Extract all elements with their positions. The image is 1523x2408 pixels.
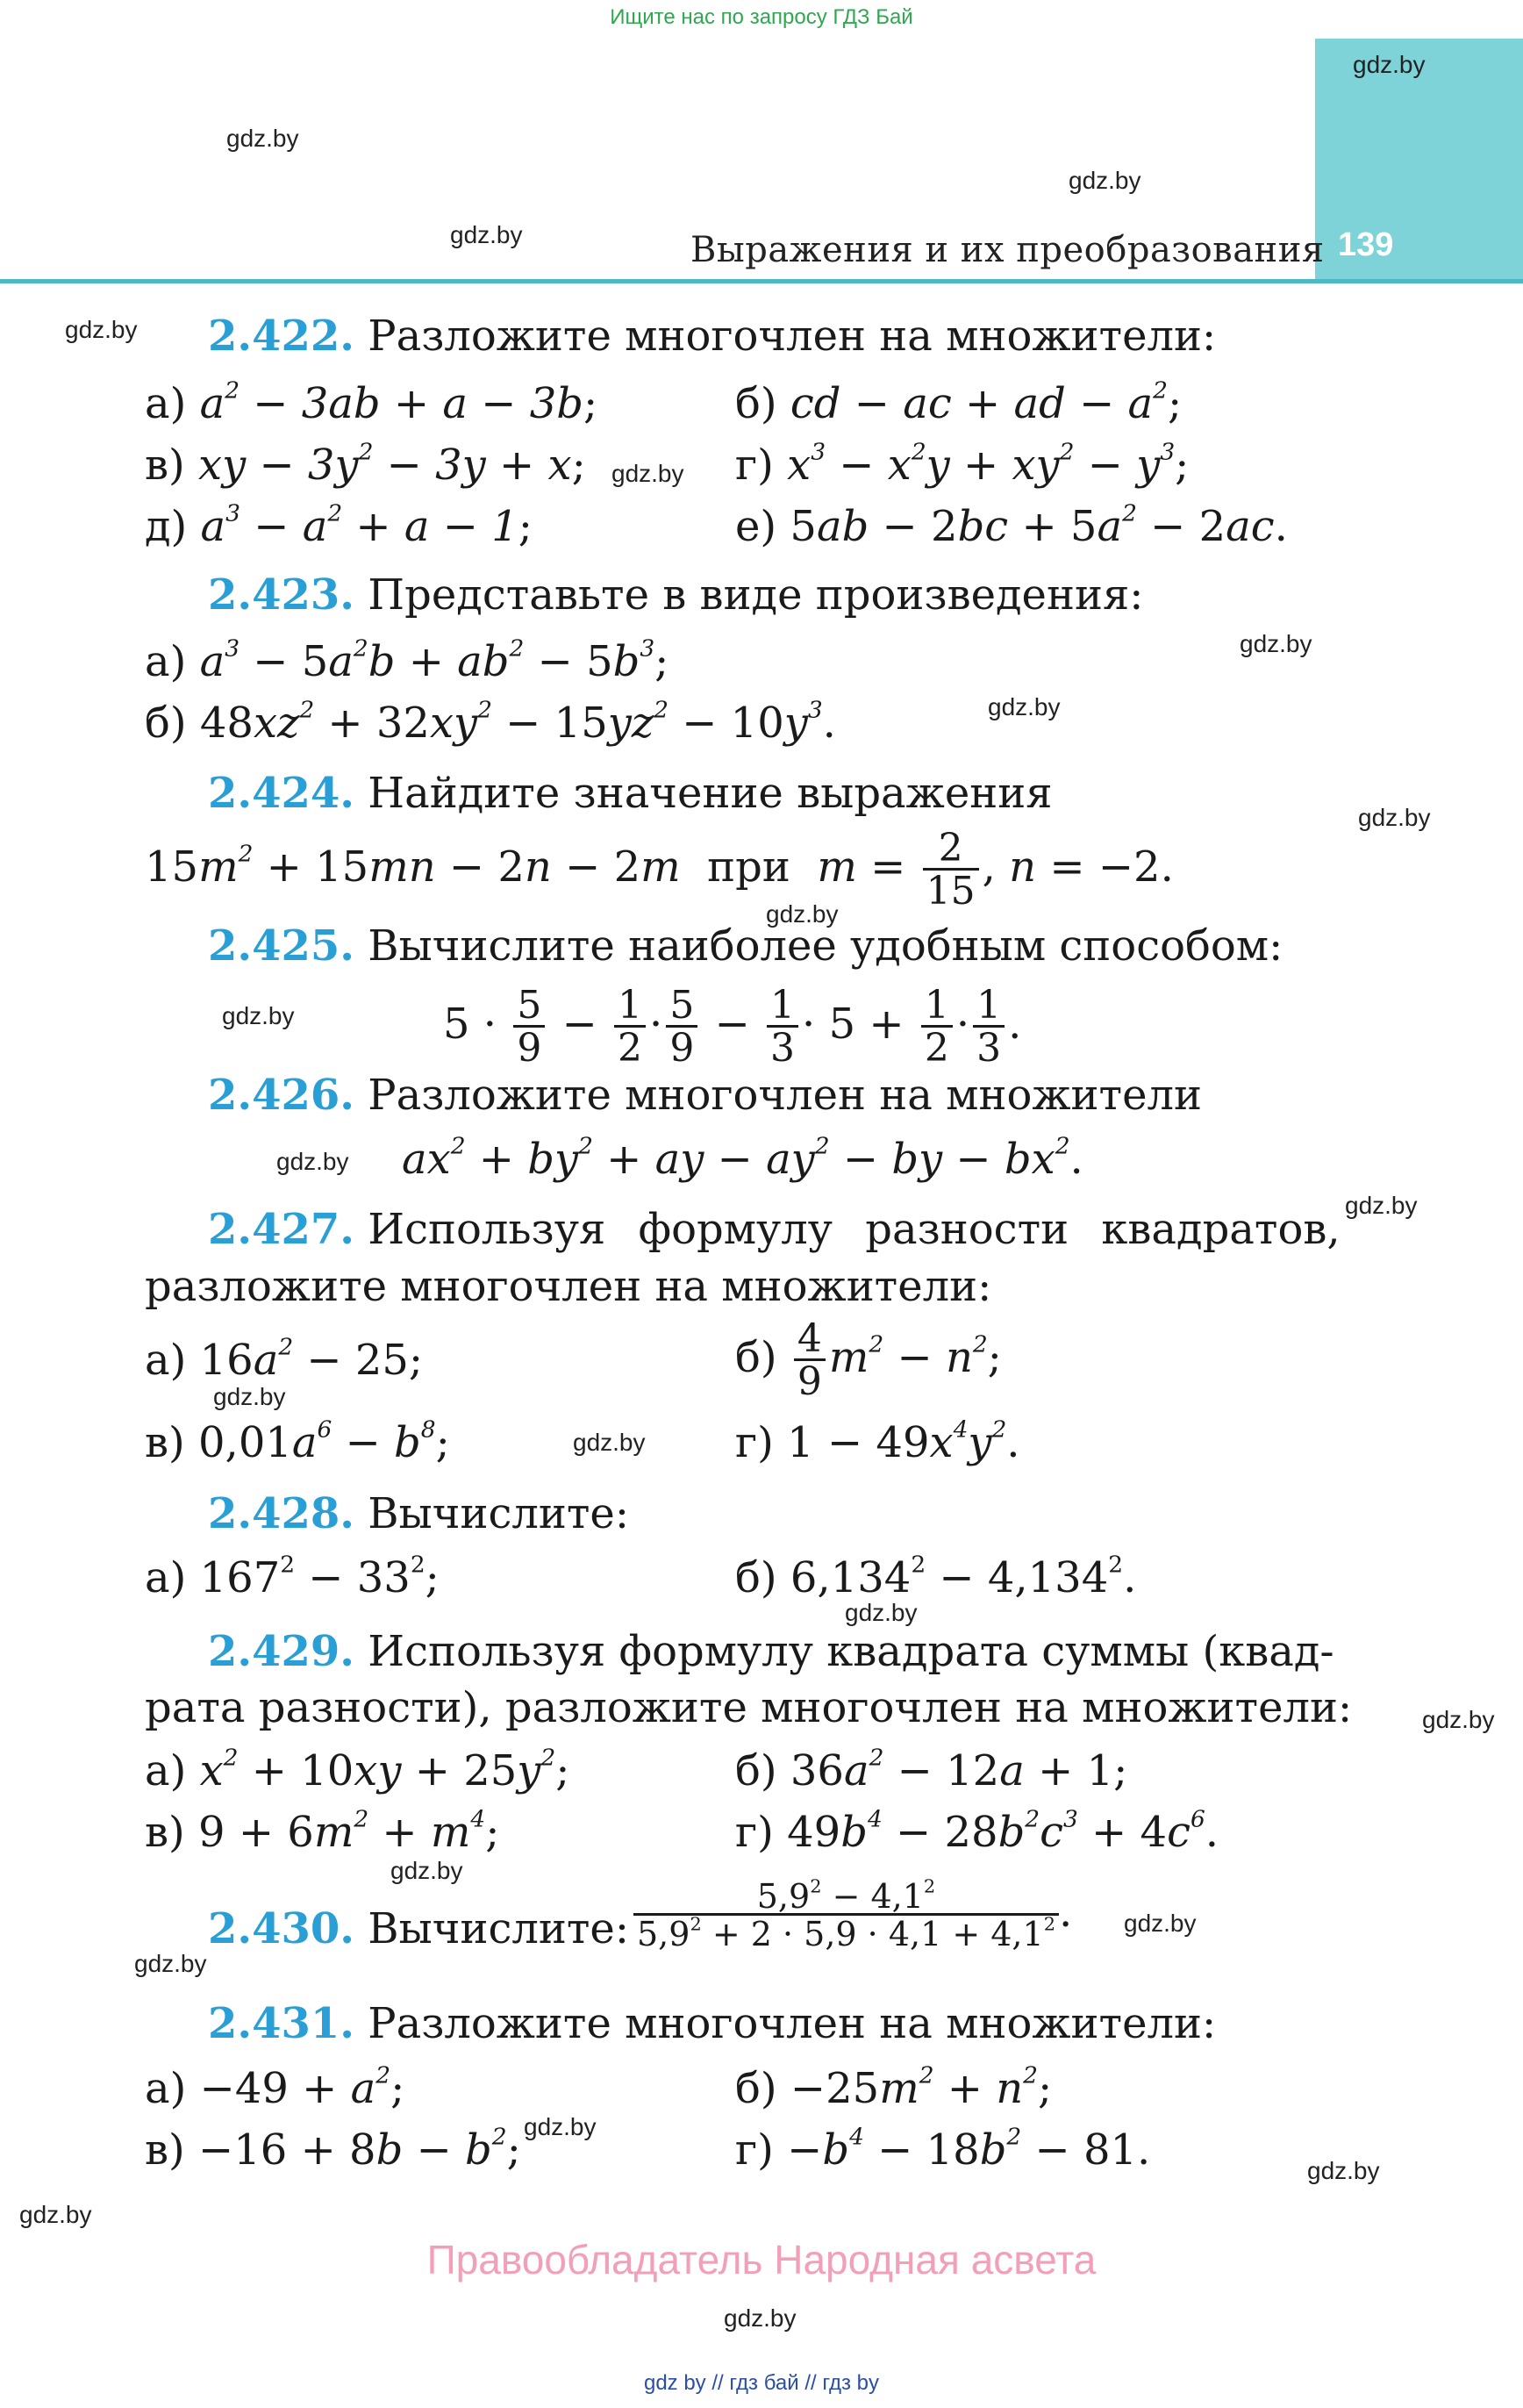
item-label: в): [145, 2125, 185, 2175]
problem-number: 2.424.: [208, 769, 355, 818]
item-label: г): [735, 1808, 774, 1857]
item-label: б): [735, 1746, 777, 1795]
expression: $15m^2 + 15mn - 2n - 2m$ при m = $\frac{2}{15}$ , n = −2.: [145, 826, 1174, 914]
watermark: gdz.by: [611, 460, 684, 487]
problem-2-422: [208, 312, 1216, 361]
problem-2-423: [208, 570, 1143, 620]
problem-text: Разложите многочлен на множители:: [368, 1999, 1217, 2048]
problem-number: 2.431.: [208, 1999, 355, 2048]
problem-text: Используя формулу разности квадратов,: [368, 1205, 1341, 1254]
expression: б) cd − ac + ad − $a^2$;: [735, 376, 1183, 428]
watermark: gdz.by: [1422, 1706, 1495, 1733]
top-search-link[interactable]: Ищите нас по запросу ГДЗ Бай: [610, 5, 913, 29]
item-label: б): [735, 1333, 777, 1382]
expression: в) $9 + 6m^2 + m^4$;: [145, 1805, 500, 1857]
item-label: г): [735, 1418, 774, 1467]
expression: $б) -25m^2 + n^2$;: [735, 2061, 1053, 2113]
watermark: gdz.by: [1353, 51, 1426, 78]
watermark: gdz.by: [1358, 804, 1431, 831]
section-title: Выражения и их преобразования: [690, 230, 1325, 270]
expression: $ax^2 + by^2$ + ay − $ay^2$ − by − $bx^2$.: [402, 1132, 1083, 1184]
watermark: gdz.by: [845, 1599, 918, 1626]
watermark: gdz.by: [1307, 2157, 1380, 2184]
watermark: gdz.by: [724, 2304, 797, 2332]
watermark: gdz.by: [573, 1429, 646, 1456]
item-label: д): [145, 502, 188, 551]
watermark: gdz.by: [988, 693, 1061, 720]
word-pri: при: [707, 842, 790, 892]
expression: $а) -49 + a^2$;: [145, 2061, 405, 2113]
watermark: gdz.by: [1240, 630, 1312, 657]
problem-text: Найдите значение выражения: [368, 769, 1053, 818]
watermark: gdz.by: [276, 1148, 349, 1175]
problem-text: Вычислите наиболее удобным способом:: [368, 921, 1283, 971]
item-label: в): [145, 1808, 185, 1857]
watermark: gdz.by: [213, 1383, 286, 1410]
problem-text: Вычислите:: [368, 1489, 629, 1538]
problem-text: Представьте в виде произведения:: [368, 570, 1144, 620]
problem-2-427: [208, 1205, 1341, 1254]
expression: 5 · $\frac{5}{9}$ − $\frac{1}{2}$ · $\frac{5}{9}$ − $\frac{1}{3}$ · 5 + $\frac{1}{2}$ · $\frac{1}{3}$ .: [443, 983, 1022, 1071]
expression: г) $1 - 49x^4y^2$.: [735, 1415, 1020, 1467]
watermark: gdz.by: [1345, 1192, 1418, 1219]
header-rule: [0, 279, 1523, 283]
item-label: б): [735, 1553, 777, 1602]
problem-number: 2.425.: [208, 921, 355, 971]
problem-2-430: [208, 1904, 629, 1953]
expression: б) $36a^2 - 12a + 1$;: [735, 1744, 1128, 1795]
expression: $г) -b^4 - 18b^2 - 81$.: [735, 2123, 1151, 2175]
item-label: а): [145, 1336, 187, 1385]
watermark: gdz.by: [226, 125, 299, 152]
problem-text-cont: рата разности), разложите многочлен на множители:: [145, 1683, 1353, 1732]
expression: а) $16a^2 - 25$;: [145, 1333, 424, 1385]
item-label: а): [145, 379, 187, 428]
item-label: г): [735, 2125, 774, 2175]
expression: а) $167^2 - 33^2$;: [145, 1551, 440, 1602]
problem-number: 2.430.: [208, 1904, 355, 1953]
problem-2-429: [208, 1627, 1334, 1676]
watermark: gdz.by: [1069, 167, 1141, 194]
problem-text: Разложите многочлен на множители: [368, 1071, 1202, 1120]
problem-text: Используя формулу квадрата суммы (квад-: [368, 1627, 1334, 1676]
expression: д) $a^3 - a^2 + a - 1$;: [145, 499, 533, 551]
item-label: б): [735, 2064, 777, 2113]
page-number: 139: [1338, 226, 1394, 263]
item-label: а): [145, 637, 187, 686]
expression: б) $48xz^2 + 32xy^2 - 15yz^2 - 10y^3$.: [145, 696, 836, 748]
watermark: gdz.by: [390, 1857, 463, 1884]
problem-text-cont: разложите многочлен на множители:: [145, 1262, 992, 1311]
problem-2-424: [208, 769, 1053, 818]
watermark: gdz.by: [1124, 1910, 1197, 1937]
problem-number: 2.428.: [208, 1489, 355, 1538]
item-label: а): [145, 2064, 187, 2113]
problem-2-425: [208, 921, 1283, 971]
item-label: а): [145, 1553, 187, 1602]
problem-text: Разложите многочлен на множители:: [368, 312, 1217, 361]
expression: в) xy − $3y^2 - 3y + x$;: [145, 438, 586, 490]
item-label: г): [735, 441, 774, 490]
item-label: е): [735, 502, 777, 551]
expression: в) $0,01a^6 - b^8$;: [145, 1415, 450, 1467]
item-label: б): [145, 699, 187, 748]
watermark: gdz.by: [524, 2113, 597, 2140]
expression: г) $49b^4 - 28b^2c^3 + 4c^6$.: [735, 1805, 1219, 1857]
expression: $в) -16 + 8b - b^2$;: [145, 2123, 521, 2175]
problem-2-428: [208, 1489, 629, 1538]
expression: а) $a^3 - 5a^2b + ab^2 - 5b^3$;: [145, 634, 669, 686]
bottom-links[interactable]: gdz by // гдз бай // гдз by: [643, 2371, 880, 2395]
problem-number: 2.427.: [208, 1205, 355, 1254]
expression: г) $x^3 - x^2y + xy^2 - y^3$;: [735, 438, 1190, 490]
item-label: в): [145, 441, 185, 490]
owner-notice: Правообладатель Народная асвета: [426, 2237, 1097, 2283]
fraction-expression: $\frac{5,9^2 - 4,1^2}{5,9^2 + 2 \cdot 5,9 \cdot 4,1 + 4,1^2}$ .: [633, 1880, 1072, 1951]
item-label: а): [145, 1746, 187, 1795]
watermark: gdz.by: [222, 1002, 295, 1029]
watermark: gdz.by: [65, 316, 138, 343]
problem-number: 2.426.: [208, 1071, 355, 1120]
expression: б) $\frac{4}{9}$ $m^2 - n^2$;: [735, 1316, 1002, 1404]
watermark: gdz.by: [19, 2201, 92, 2228]
problem-number: 2.423.: [208, 570, 355, 620]
expression: а) $a^2 - 3ab + a - 3b$;: [145, 376, 598, 428]
watermark: gdz.by: [766, 900, 839, 928]
item-label: в): [145, 1418, 185, 1467]
problem-2-431: [208, 1999, 1216, 2048]
problem-number: 2.429.: [208, 1627, 355, 1676]
expression: е) $5ab - 2bc + 5a^2 - 2ac$.: [735, 499, 1288, 551]
expression: б) $6,134^2 - 4,134^2$.: [735, 1551, 1137, 1602]
problem-2-426: [208, 1071, 1202, 1120]
item-label: б): [735, 379, 777, 428]
expression: а) $x^2 + 10xy + 25y^2$;: [145, 1744, 570, 1795]
watermark: gdz.by: [134, 1950, 207, 1977]
problem-text: Вычислите:: [368, 1904, 629, 1953]
problem-number: 2.422.: [208, 312, 355, 361]
watermark: gdz.by: [450, 221, 523, 248]
